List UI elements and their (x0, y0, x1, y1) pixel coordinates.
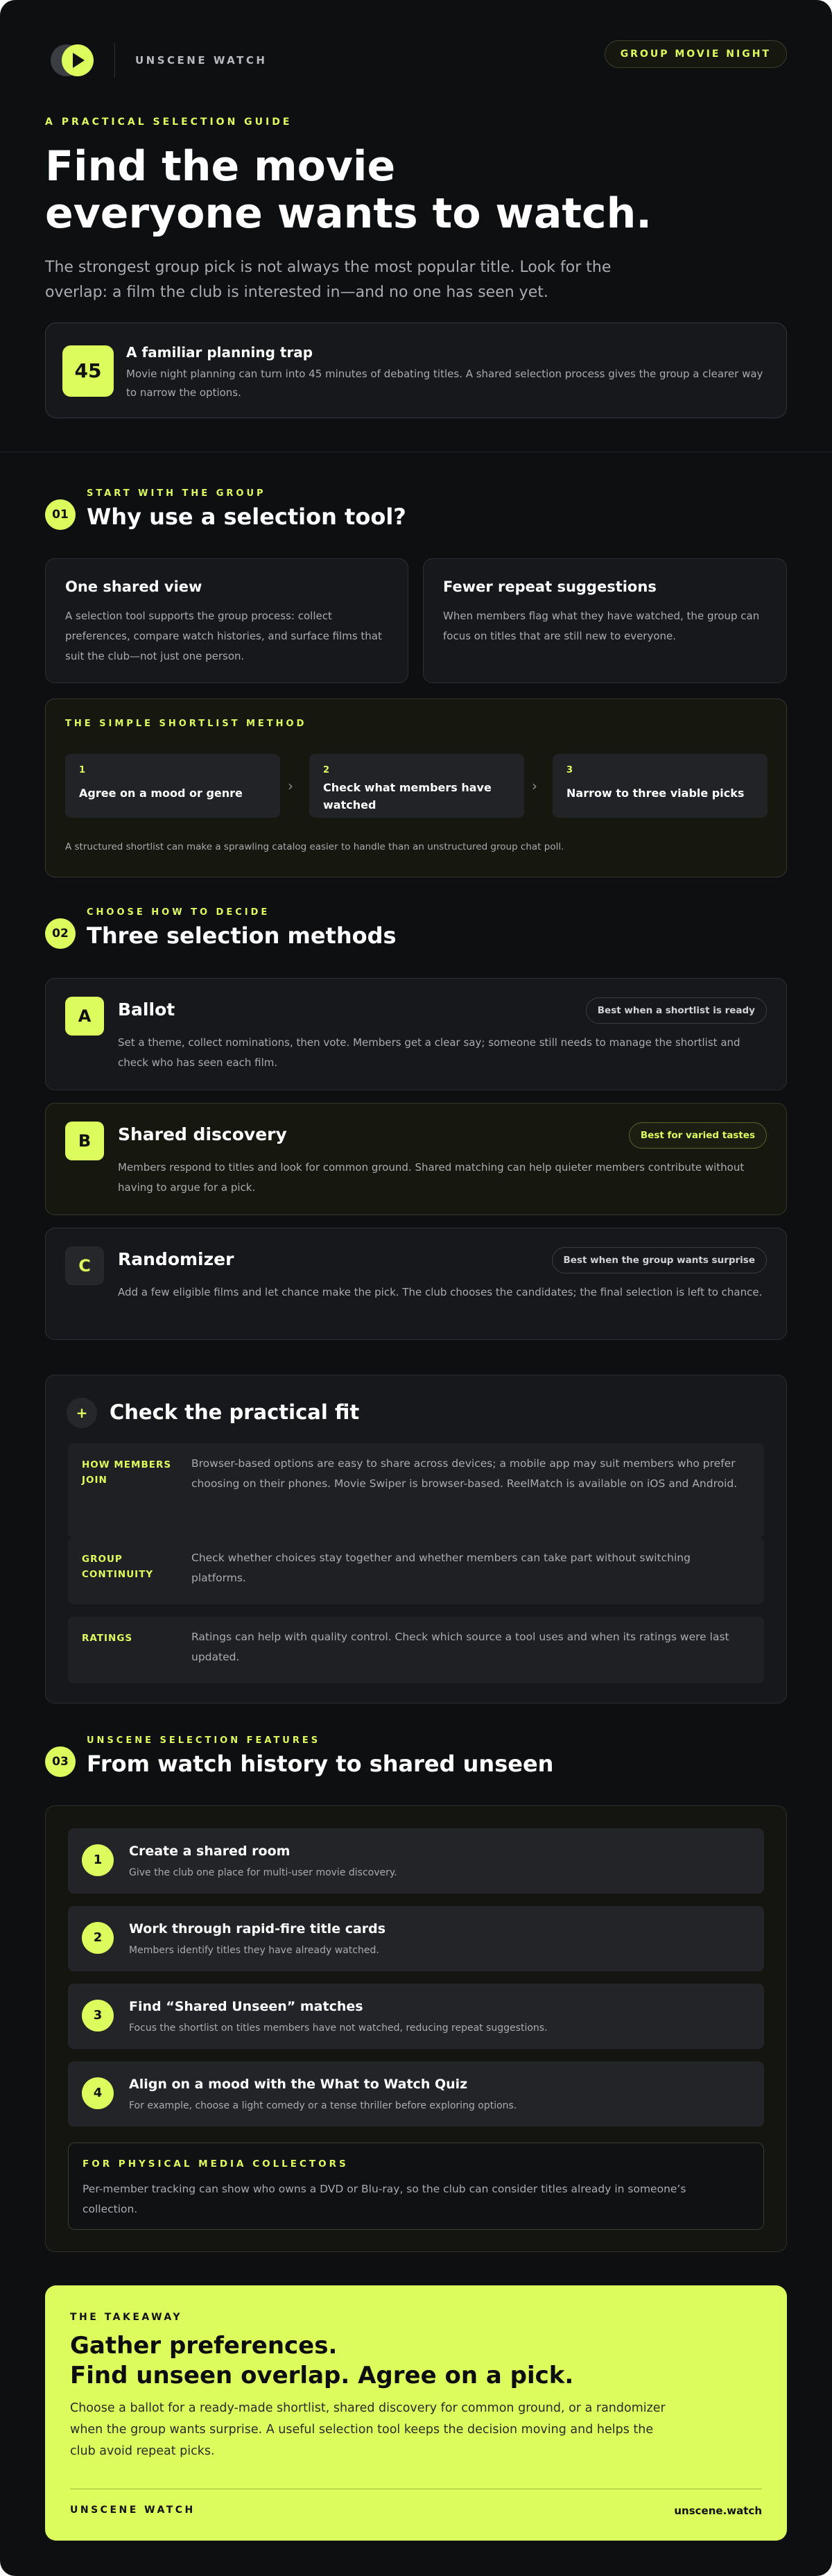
fit-row-value: Check whether choices stay together and whether members can take part without switching platforms. (191, 1552, 691, 1584)
fit-title: Check the practical fit (110, 1400, 360, 1424)
plus-icon: + (67, 1398, 97, 1428)
fit-row-group-continuity (68, 1538, 764, 1604)
method-ballot[interactable] (45, 978, 787, 1090)
hero-kicker: A PRACTICAL SELECTION GUIDE (45, 117, 293, 128)
physical-kicker: FOR PHYSICAL MEDIA COLLECTORS (83, 2158, 349, 2170)
card-description: A selection tool supports the group process: collect preferences, compare watch histories, and surface films that suit the club—not just one person. (65, 610, 382, 662)
one-shared-view-card (45, 558, 408, 683)
section-badge: 01 (45, 499, 76, 530)
shortlist-step-1 (65, 754, 280, 818)
method-title: Randomizer (118, 1249, 234, 1269)
chevron-right-icon: › (288, 778, 293, 794)
method-best-for-badge: Best when the group wants surprise (552, 1247, 768, 1273)
feature-quiz (68, 2061, 764, 2127)
chevron-right-icon: › (532, 778, 537, 794)
card-title: One shared view (65, 578, 202, 595)
feature-title: Align on a mood with the What to Watch Quiz (129, 2077, 468, 2092)
shortlist-step-2 (309, 754, 524, 818)
method-best-for-badge: Best when a shortlist is ready (586, 997, 767, 1024)
fewer-repeat-suggestions-card (423, 558, 787, 683)
hero-title-line-1: Find the movie (45, 142, 396, 191)
footer-url-link[interactable]: unscene.watch (674, 2505, 762, 2517)
feature-number: 1 (82, 1844, 114, 1876)
feature-title-cards (68, 1906, 764, 1971)
takeaway-title-line-1: Gather preferences. (70, 2332, 338, 2360)
brand-name: UNSCENE WATCH (135, 54, 268, 67)
step-label: Check what members have watched (323, 781, 492, 812)
takeaway-kicker: THE TAKEAWAY (70, 2312, 183, 2323)
method-description: Members respond to titles and look for common ground. Shared matching can help quieter members contribute without having to argue for a pick. (118, 1161, 745, 1194)
section-badge: 03 (45, 1746, 76, 1777)
shortlist-note: A structured shortlist can make a sprawling catalog easier to handle than an unstructured group chat poll. (65, 841, 564, 852)
features-panel (45, 1805, 787, 2252)
feature-description: Focus the shortlist on titles members have not watched, reducing repeat suggestions. (129, 2023, 548, 2034)
card-title: Fewer repeat suggestions (443, 578, 657, 595)
trap-title: A familiar planning trap (126, 344, 313, 361)
fit-row-key: GROUP CONTINUITY (82, 1554, 154, 1580)
fit-row-value: Ratings can help with quality control. Check which source a tool uses and when its ratings were last updated. (191, 1631, 729, 1663)
method-randomizer[interactable] (45, 1228, 787, 1340)
method-description: Set a theme, collect nominations, then vote. Members get a clear say; someone still needs to manage the shortlist and check who has seen each film. (118, 1036, 740, 1069)
physical-media-note (68, 2143, 764, 2230)
hero-subtitle: The strongest group pick is not always the most popular title. Look for the overlap: a film the club is interested in—and no one has seen yet. (45, 259, 612, 301)
group-movie-night-badge: GROUP MOVIE NIGHT (605, 40, 787, 68)
shortlist-method (45, 698, 787, 877)
fit-row-key: HOW MEMBERS JOIN (82, 1459, 172, 1486)
method-shared-discovery[interactable] (45, 1103, 787, 1215)
section-title: From watch history to shared unseen (87, 1751, 554, 1777)
feature-shared-room (68, 1828, 764, 1894)
footer-brand: UNSCENE WATCH (70, 2505, 196, 2516)
practical-fit-panel (45, 1375, 787, 1703)
step-number: 1 (79, 765, 86, 775)
feature-number: 4 (82, 2077, 114, 2109)
hero (45, 117, 787, 305)
takeaway-description: Choose a ballot for a ready-made shortlist, shared discovery for common ground, or a randomizer when the group wants surprise. A useful selection tool keeps the decision moving and helps the club avoid repeat picks. (70, 2401, 666, 2458)
method-letter: A (65, 997, 104, 1036)
method-best-for-badge: Best for varied tastes (629, 1122, 767, 1149)
feature-number: 3 (82, 2000, 114, 2032)
section-badge: 02 (45, 918, 76, 949)
hero-title (45, 143, 787, 237)
shortlist-step-3 (553, 754, 768, 818)
section-kicker: START WITH THE GROUP (87, 488, 266, 499)
trap-number: 45 (62, 345, 114, 397)
shortlist-kicker: THE SIMPLE SHORTLIST METHOD (65, 719, 307, 729)
header (45, 40, 787, 82)
section-title: Three selection methods (87, 922, 397, 949)
takeaway-title-line-2: Find unseen overlap. Agree on a pick. (70, 2362, 574, 2389)
feature-shared-unseen (68, 1984, 764, 2049)
method-description: Add a few eligible films and let chance make the pick. The club chooses the candidates; the final selection is left to chance. (118, 1286, 763, 1298)
logo[interactable] (51, 43, 94, 78)
section-2-header (45, 907, 787, 963)
physical-description: Per-member tracking can show who owns a DVD or Blu-ray, so the club can consider titles already in someone’s collection. (83, 2183, 686, 2215)
step-number: 3 (566, 765, 573, 775)
feature-number: 2 (82, 1922, 114, 1954)
play-icon (62, 44, 94, 76)
step-label: Narrow to three viable picks (566, 787, 745, 800)
fit-row-key: RATINGS (82, 1633, 133, 1644)
fit-row-how-members-join (68, 1443, 764, 1538)
fit-row-ratings (68, 1617, 764, 1683)
method-title: Shared discovery (118, 1124, 287, 1144)
feature-title: Create a shared room (129, 1844, 291, 1859)
brand-divider (114, 43, 115, 78)
hero-title-line-2: everyone wants to watch. (45, 189, 652, 238)
feature-title: Work through rapid-fire title cards (129, 1921, 386, 1937)
method-letter: C (65, 1246, 104, 1285)
section-title: Why use a selection tool? (87, 504, 406, 530)
fit-row-value: Browser-based options are easy to share across devices; a mobile app may suit members who prefer choosing on their phones. Movie Swiper is browser-based. ReelMatch is available on iOS and Android. (191, 1457, 738, 1490)
trap-description: Movie night planning can turn into 45 minutes of debating titles. A shared selection process gives the group a clearer way to narrow the options. (126, 368, 763, 399)
card-description: When members flag what they have watched, the group can focus on titles that are still new to everyone. (443, 610, 760, 642)
feature-description: Members identify titles they have already watched. (129, 1945, 379, 1956)
method-letter: B (65, 1122, 104, 1160)
section-kicker: UNSCENE SELECTION FEATURES (87, 1735, 321, 1746)
planning-trap-card (45, 323, 787, 418)
step-label: Agree on a mood or genre (79, 787, 243, 800)
step-number: 2 (323, 765, 330, 775)
section-1-header (45, 488, 787, 544)
feature-description: For example, choose a light comedy or a tense thriller before exploring options. (129, 2100, 517, 2111)
method-title: Ballot (118, 999, 175, 1020)
feature-title: Find “Shared Unseen” matches (129, 1999, 363, 2014)
feature-description: Give the club one place for multi-user movie discovery. (129, 1867, 397, 1878)
section-kicker: CHOOSE HOW TO DECIDE (87, 907, 270, 918)
takeaway-title (70, 2331, 573, 2391)
section-3-header (45, 1735, 787, 1791)
takeaway-panel (45, 2285, 787, 2541)
